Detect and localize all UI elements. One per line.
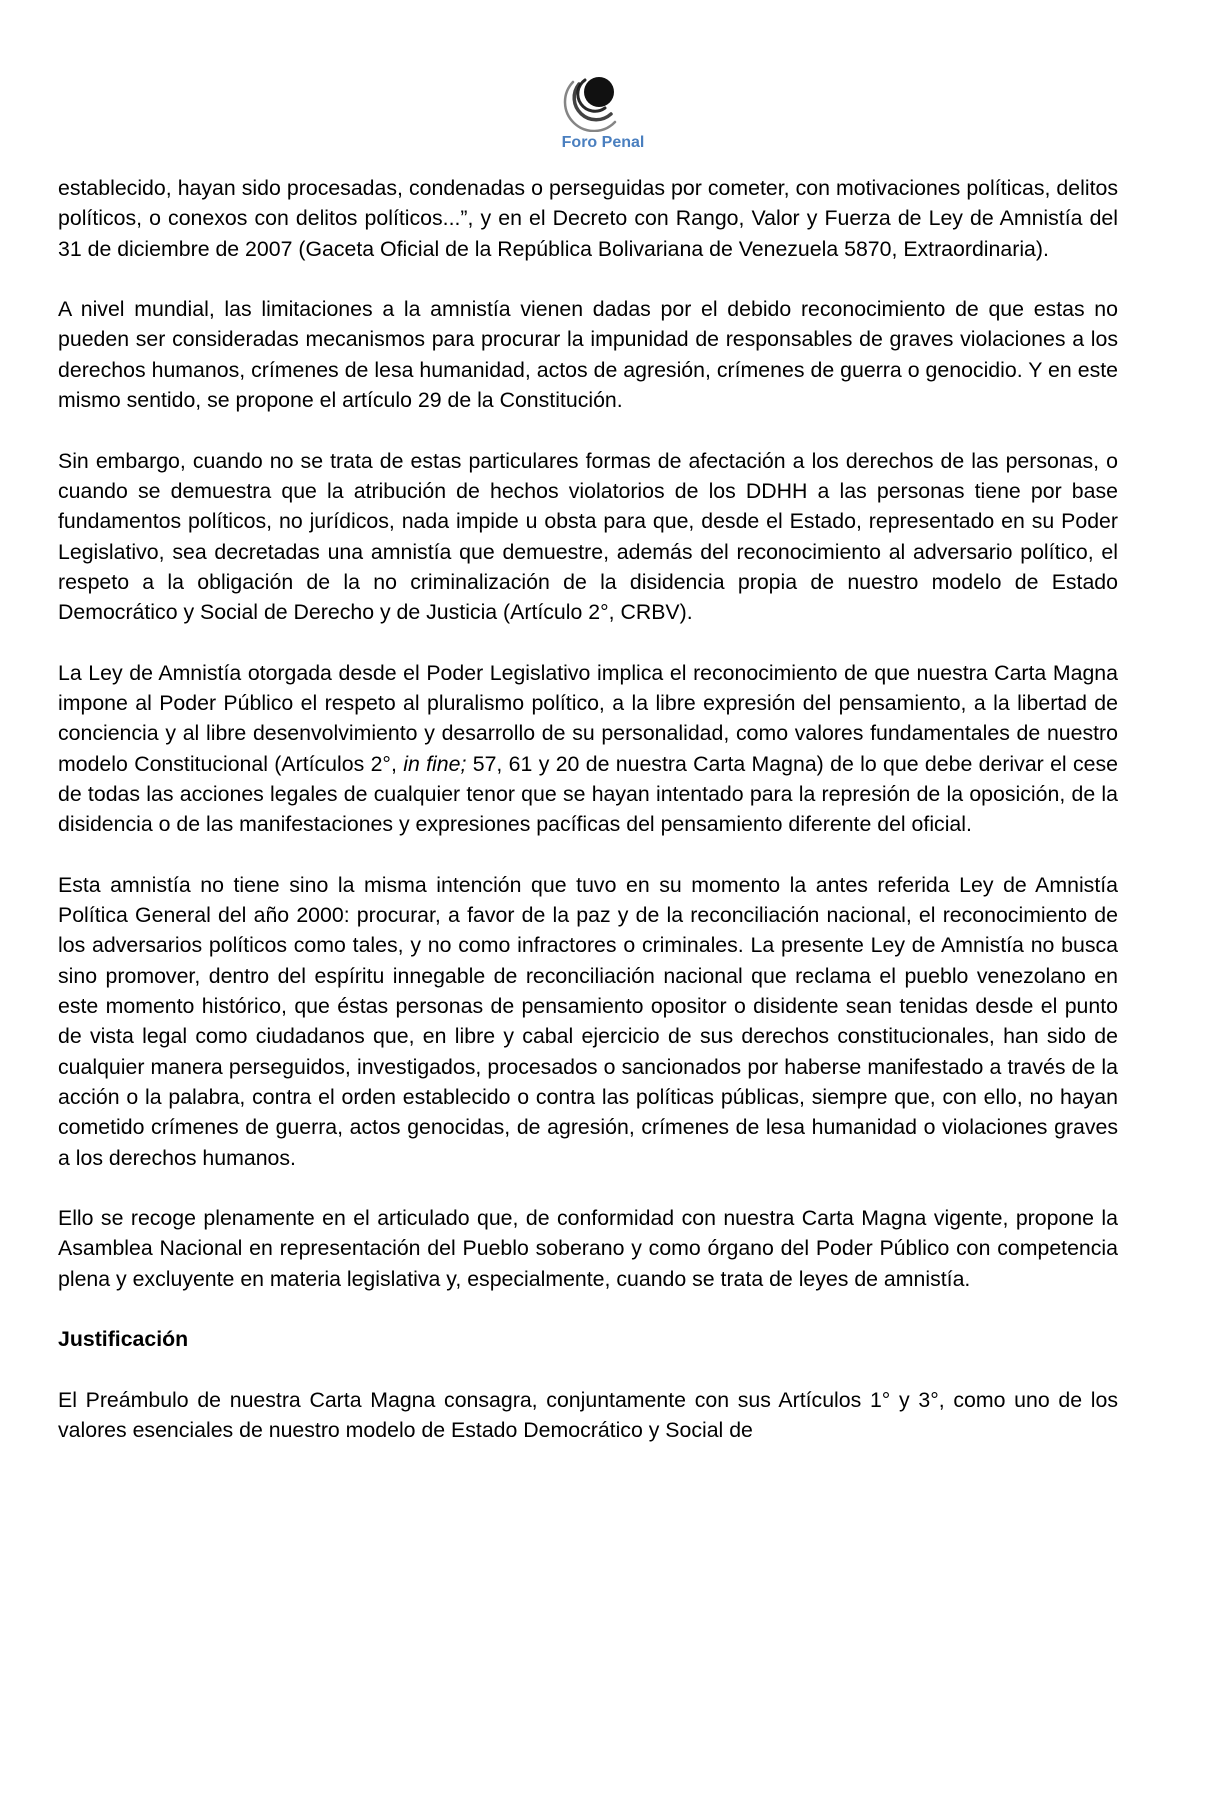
section-heading-justificacion: Justificación — [58, 1327, 189, 1352]
logo-text: Foro Penal — [561, 134, 645, 151]
foro-penal-logo-icon — [555, 66, 635, 132]
paragraph-4-text-after: 57, 61 y 20 de nuestra Carta Magna) de lo que debe derivar el cese de todas las acciones legales de cualquier tenor que se hayan intentado para la represión de la oposición, de la disidencia o de las manifestaciones y expresiones pacíficas del pensamiento diferente del oficial. — [58, 751, 1118, 837]
paragraph-3: Sin embargo, cuando no se trata de estas particulares formas de afectación a los derechos de las personas, o cuando se demuestra que la atribución de hechos violatorios de los DDHH a las personas tiene por base fundamentos políticos, no jurídicos, nada impide u obsta para que, desde el Estado, representado en su Poder Legislativo, sea decretadas una amnistía que demuestre, además del reconocimiento al adversario político, el respeto a la obligación de la no criminalización de la disidencia propia de nuestro modelo de Estado Democrático y Social de Derecho y de Justicia (Artículo 2°, CRBV). — [58, 448, 1118, 625]
paragraph-5: Esta amnistía no tiene sino la misma intención que tuvo en su momento la antes referida Ley de Amnistía Política General del año 2000: procurar, a favor de la paz y de la reconciliación nacional, el reconocimiento de los adversarios políticos como tales, y no como infractores o criminales. La presente Ley de Amnistía no busca sino promover, dentro del espíritu innegable de reconciliación nacional que reclama el pueblo venezolano en este momento histórico, que éstas personas de pensamiento opositor o disidente sean tenidas desde el punto de vista legal como ciudadanos que, en libre y cabal ejercicio de sus derechos constitucionales, han sido de cualquier manera perseguidos, investigados, procesados o sancionados por haberse manifestado a través de la acción o la palabra, contra el orden establecido o contra las políticas públicas, siempre que, con ello, no hayan cometido crímenes de guerra, actos genocidas, de agresión, crímenes de lesa humanidad o violaciones graves a los derechos humanos. — [58, 872, 1118, 1170]
in-fine-italic: in fine; — [403, 751, 467, 776]
page-header — [0, 0, 1206, 160]
paragraph-2: A nivel mundial, las limitaciones a la amnistía vienen dadas por el debido reconocimiento de que estas no pueden ser consideradas mecanismos para procurar la impunidad de responsables de graves violaciones a los derechos humanos, crímenes de lesa humanidad, actos de agresión, crímenes de guerra o genocidio. Y en este mismo sentido, se propone el artículo 29 de la Constitución. — [58, 297, 1118, 413]
document-body — [58, 173, 1118, 1476]
paragraph-4 — [58, 658, 1118, 840]
paragraph-1: establecido, hayan sido procesadas, condenadas o perseguidas por cometer, con motivaciones políticas, delitos políticos, o conexos con delitos políticos...”, y en el Decreto con Rango, Valor y Fuerza de Ley de Amnistía del 31 de diciembre de 2007 (Gaceta Oficial de la República Bolivariana de Venezuela 5870, Extraordinaria). — [58, 176, 1118, 261]
paragraph-6: Ello se recoge plenamente en el articulado que, de conformidad con nuestra Carta Magna vigente, propone la Asamblea Nacional en representación del Pueblo soberano y como órgano del Poder Público con competencia plena y excluyente en materia legislativa y, especialmente, cuando se trata de leyes de amnistía. — [58, 1206, 1118, 1291]
paragraph-justificacion: El Preámbulo de nuestra Carta Magna consagra, conjuntamente con sus Artículos 1° y 3°, como uno de los valores esenciales de nuestro modelo de Estado Democrático y Social de — [58, 1387, 1118, 1443]
paragraph-4-text-before: La Ley de Amnistía otorgada desde el Poder Legislativo implica el reconocimiento de que nuestra Carta Magna impone al Poder Público el respeto al pluralismo político, a la libre expresión del pensamiento, a la libertad de conciencia y al libre desenvolvimiento y desarrollo de su personalidad, como valores fundamentales de nuestro modelo Constitucional (Artículos 2°, — [58, 660, 1118, 776]
